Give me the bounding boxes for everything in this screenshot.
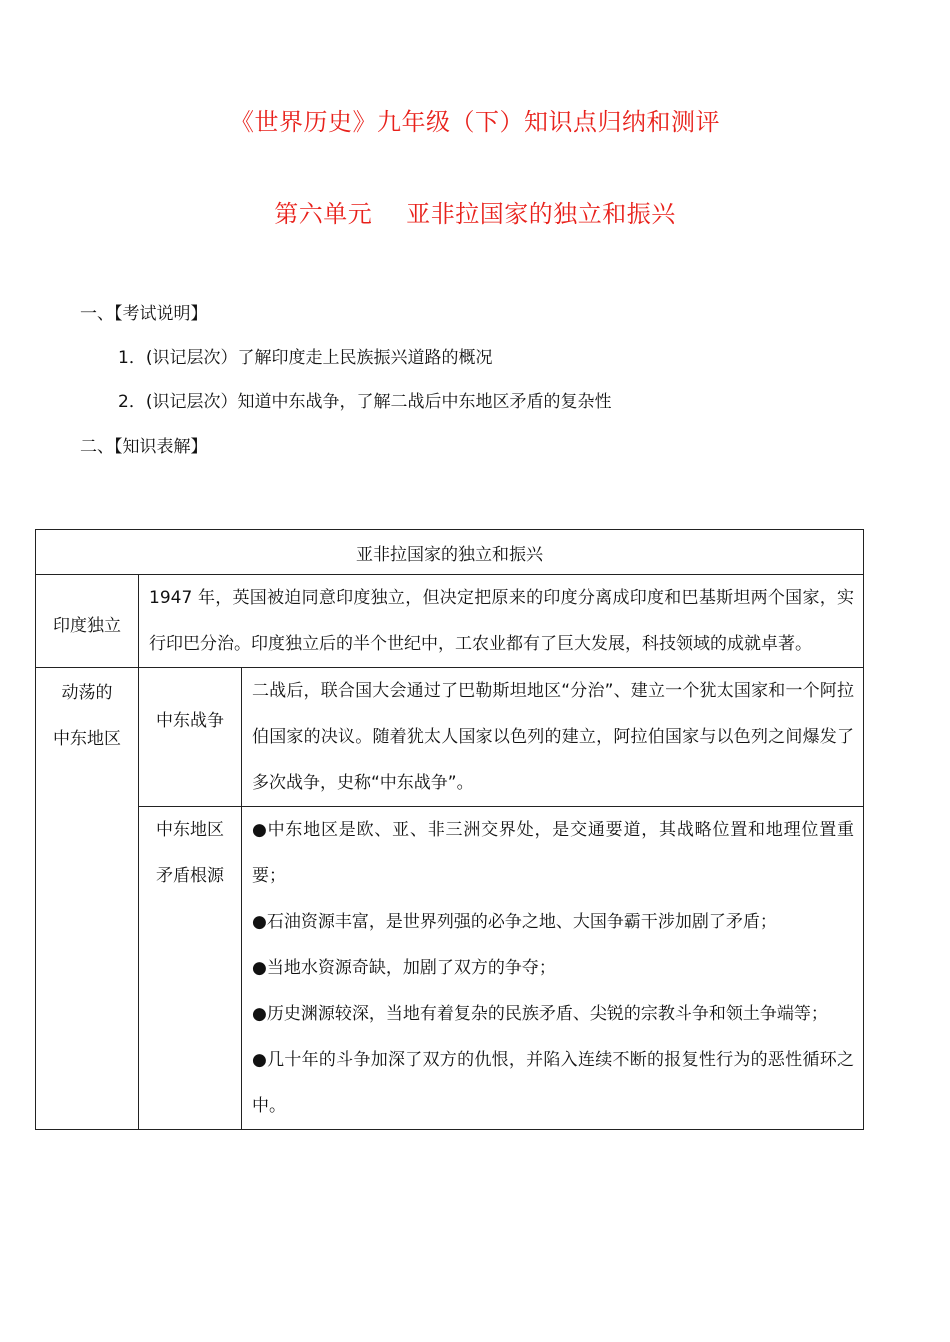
- table-row: [36, 807, 864, 1130]
- list-item: ●几十年的斗争加深了双方的仇恨，并陷入连续不断的报复性行为的恶性循环之中。: [252, 1050, 854, 1116]
- middle-east-label: [36, 668, 139, 1130]
- list-item: ●历史渊源较深，当地有着复杂的民族矛盾、尖锐的宗教斗争和领土争端等；: [252, 1004, 828, 1024]
- root-label-line-1: 中东地区: [156, 820, 224, 840]
- table-header-row: [36, 530, 864, 575]
- india-content: 1947 年，英国被迫同意印度独立，但决定把原来的印度分离成印度和巴基斯坦两个国家，实行印巴分治。印度独立后的半个世纪中，工农业都有了巨大发展，科技领域的成就卓著。: [139, 575, 864, 668]
- table-row: [36, 668, 864, 807]
- war-label: [139, 668, 242, 807]
- knowledge-table: [35, 529, 864, 1130]
- table-row: [36, 575, 864, 668]
- root-content: [242, 807, 864, 1130]
- unit-number: 第六单元: [274, 200, 373, 228]
- unit-name: 亚非拉国家的独立和振兴: [406, 200, 676, 228]
- table-header: 亚非拉国家的独立和振兴: [36, 530, 864, 575]
- root-label: [139, 807, 242, 1130]
- section-exam-notes: 一、【考试说明】: [80, 304, 208, 324]
- middle-east-label-line-1: 动荡的: [61, 683, 113, 703]
- india-label-text: 印度独立: [53, 616, 121, 636]
- unit-heading: [0, 194, 950, 229]
- exam-item-2: 2．(识记层次）知道中东战争，了解二战后中东地区矛盾的复杂性: [118, 392, 612, 412]
- middle-east-label-line-2: 中东地区: [53, 729, 121, 749]
- exam-item-1: 1．(识记层次）了解印度走上民族振兴道路的概况: [118, 348, 493, 368]
- section-knowledge-table: 二、【知识表解】: [80, 437, 208, 457]
- document-title: 《世界历史》九年级（下）知识点归纳和测评: [230, 108, 720, 136]
- root-label-line-2: 矛盾根源: [156, 866, 224, 886]
- list-item: ●中东地区是欧、亚、非三洲交界处，是交通要道，其战略位置和地理位置重要；: [252, 820, 854, 886]
- list-item: ●石油资源丰富，是世界列强的必争之地、大国争霸干涉加剧了矛盾；: [252, 912, 777, 932]
- list-item: ●当地水资源奇缺，加剧了双方的争夺；: [252, 958, 556, 978]
- war-label-text: 中东战争: [156, 711, 224, 731]
- war-content: 二战后，联合国大会通过了巴勒斯坦地区“分治”、建立一个犹太国家和一个阿拉伯国家的决议。随着犹太人国家以色列的建立，阿拉伯国家与以色列之间爆发了多次战争，史称“中东战争”。: [242, 668, 864, 807]
- india-label: [36, 575, 139, 668]
